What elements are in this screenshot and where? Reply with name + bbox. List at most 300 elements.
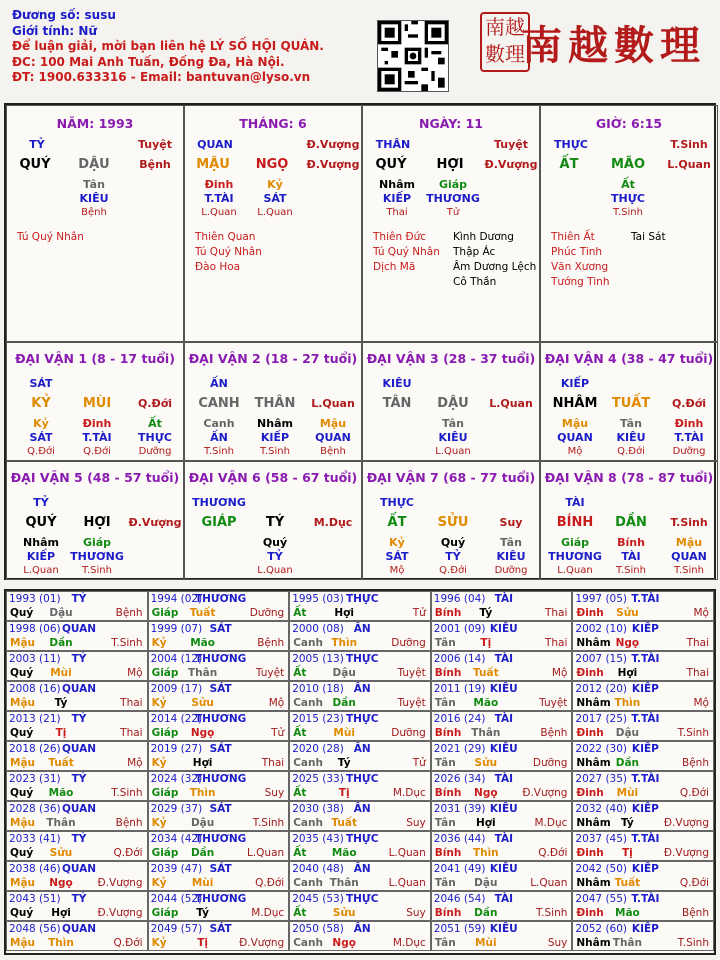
year-star: THƯƠNG <box>194 593 247 605</box>
year-life-stage: Thai <box>120 697 143 709</box>
dai-van-title: ĐẠI VẬN 8 (78 - 87 tuổi) <box>544 470 714 485</box>
year-life-stage: Bệnh <box>682 757 709 769</box>
year-cell[interactable] <box>289 681 431 711</box>
dai-van-hidden-star: SÁT <box>29 431 53 444</box>
year-cell[interactable] <box>289 921 431 951</box>
pillar-hidden-stage: T.Sinh <box>613 207 643 218</box>
year-cell[interactable] <box>289 651 431 681</box>
dai-van-hidden-stage: T.Sinh <box>260 446 290 457</box>
year-cell[interactable] <box>572 651 714 681</box>
year-label: 2039 (47) <box>150 863 203 875</box>
pillar-hidden-stem: Đinh <box>204 178 234 191</box>
year-star: TỶ <box>71 773 87 785</box>
year-star: THỰC <box>345 593 379 605</box>
pillar-cell[interactable] <box>362 105 540 342</box>
year-life-stage: Tuyệt <box>255 667 285 679</box>
year-chi: Sửu <box>474 757 498 769</box>
year-label: 2034 (42) <box>150 833 203 845</box>
year-star: THỰC <box>345 833 379 845</box>
year-can: Nhâm <box>576 877 611 889</box>
pillar-special-star: Phúc Tinh <box>551 246 603 258</box>
pillar-hidden-stage: Thai <box>386 207 408 218</box>
year-cell[interactable] <box>572 621 714 651</box>
year-chi: Mão <box>331 847 357 859</box>
year-cell[interactable] <box>431 711 573 741</box>
dai-van-hidden-stem: Tân <box>500 536 522 549</box>
seal-stamp: 南越 數理 <box>480 12 530 72</box>
year-star: KIÊU <box>489 803 518 815</box>
pillar-can: MẬU <box>196 157 230 172</box>
year-cell[interactable] <box>148 891 290 921</box>
dai-van-cell[interactable] <box>540 342 718 461</box>
year-life-stage: Dưỡng <box>532 757 568 769</box>
year-label: 2019 (27) <box>150 743 203 755</box>
year-can: Tân <box>434 757 456 769</box>
year-life-stage: Suy <box>406 817 426 829</box>
pillar-hidden-star: SÁT <box>263 192 287 205</box>
year-chi: Tý <box>621 817 634 829</box>
pillar-chi: NGỌ <box>255 157 289 172</box>
year-cell[interactable] <box>431 801 573 831</box>
year-cell[interactable] <box>572 921 714 951</box>
dai-van-chi: HỢI <box>83 515 111 530</box>
year-cell[interactable] <box>6 741 148 771</box>
year-cell[interactable] <box>431 891 573 921</box>
year-cell[interactable] <box>289 771 431 801</box>
dai-van-title: ĐẠI VẬN 7 (68 - 77 tuổi) <box>366 470 536 485</box>
year-star: THỰC <box>345 893 379 905</box>
year-label: 2044 (52) <box>150 893 203 905</box>
year-can: Mậu <box>10 697 36 709</box>
dai-van-hidden-stem: Tân <box>442 417 464 430</box>
year-life-stage: Dưỡng <box>391 727 426 739</box>
year-life-stage: Thai <box>686 637 709 649</box>
dai-van-cell[interactable] <box>6 342 184 461</box>
dai-van-hidden-stage: T.Sinh <box>82 565 112 576</box>
year-label: 2018 (26) <box>9 743 61 755</box>
year-label: 1999 (07) <box>150 623 203 635</box>
dai-van-hidden-stage: Q.Đới <box>439 565 467 576</box>
year-chi: Hợi <box>475 817 496 829</box>
year-life-stage: Bệnh <box>115 817 143 829</box>
year-cell[interactable] <box>148 651 290 681</box>
year-star: KIẾP <box>631 743 659 755</box>
year-chi: Tị <box>480 637 492 649</box>
year-life-stage: Q.Đới <box>679 877 709 889</box>
pillar-special-star-2: Tai Sát <box>631 231 666 243</box>
year-label: 1996 (04) <box>433 593 486 605</box>
pillar-can: QUÝ <box>19 157 51 172</box>
year-cell[interactable] <box>148 771 290 801</box>
year-star: TỶ <box>71 713 87 725</box>
year-cell[interactable] <box>6 891 148 921</box>
dai-van-cell[interactable] <box>184 342 362 461</box>
year-label: 2010 (18) <box>292 683 344 695</box>
dai-van-hidden-stage: Q.Đới <box>27 446 55 457</box>
dai-van-hidden-stage: Q.Đới <box>617 446 645 457</box>
year-cell[interactable] <box>289 591 431 621</box>
pillar-can: QUÝ <box>375 157 407 172</box>
pillar-special-star-2: Cô Thần <box>453 276 497 288</box>
dai-van-hidden-star: KIÊU <box>438 431 468 444</box>
year-label: 1994 (02) <box>150 593 203 605</box>
year-star: QUAN <box>61 803 97 815</box>
dai-van-life-stage: M.Dục <box>313 516 353 529</box>
year-star: TÀI <box>494 593 513 605</box>
pillar-top-star: THÂN <box>375 138 411 151</box>
year-chi: Mão <box>615 907 640 919</box>
year-life-stage: T.Sinh <box>535 907 568 919</box>
dai-van-hidden-stage: L.Quan <box>257 565 293 576</box>
year-label: 2012 (20) <box>575 683 628 695</box>
year-cell[interactable] <box>6 831 148 861</box>
address-line: ĐC: 100 Mai Anh Tuấn, Đống Đa, Hà Nội. <box>12 54 285 69</box>
pillar-cell[interactable] <box>6 105 184 342</box>
dai-van-hidden-stage: T.Sinh <box>674 565 704 576</box>
year-chi: Thân <box>471 727 501 739</box>
year-chi: Thân <box>612 937 642 949</box>
year-can: Tân <box>434 877 456 889</box>
pillar-special-star-2: Âm Dương Lệch <box>453 261 537 273</box>
dai-van-can: ẤT <box>387 515 407 530</box>
year-cell[interactable] <box>289 831 431 861</box>
year-life-stage: M.Dục <box>392 787 426 799</box>
year-cell[interactable] <box>431 921 573 951</box>
year-star: TÀI <box>494 773 513 785</box>
year-life-stage: Tử <box>412 607 426 619</box>
year-cell[interactable] <box>572 801 714 831</box>
year-can: Tân <box>434 937 456 949</box>
year-chi: Ngọ <box>49 877 73 889</box>
year-cell[interactable] <box>572 831 714 861</box>
dai-van-life-stage: L.Quan <box>311 397 355 410</box>
year-can: Nhâm <box>576 637 611 649</box>
year-chi: Dậu <box>474 877 498 889</box>
year-cell[interactable] <box>6 921 148 951</box>
dai-van-can: CANH <box>198 396 240 411</box>
dai-van-chi: SỬU <box>437 515 469 530</box>
year-cell[interactable] <box>431 651 573 681</box>
year-chi: Dậu <box>332 667 356 679</box>
year-label: 2045 (53) <box>292 893 344 905</box>
year-life-stage: T.Sinh <box>677 937 709 949</box>
year-label: 2042 (50) <box>575 863 628 875</box>
dai-van-hidden-stem: Kỷ <box>389 536 405 549</box>
pillar-hidden-stem: Giáp <box>438 178 468 191</box>
year-chi: Sửu <box>191 697 214 709</box>
year-star: QUAN <box>61 923 97 935</box>
contact-line: Để luận giải, mời bạn liên hệ LÝ SỐ HỘI QUÁN. <box>12 39 324 53</box>
year-life-stage: L.Quan <box>246 847 285 859</box>
dai-van-hidden-stem: Giáp <box>560 536 590 549</box>
year-cell[interactable] <box>148 711 290 741</box>
year-can: Bính <box>434 727 462 739</box>
year-can: Bính <box>434 847 462 859</box>
year-label: 2025 (33) <box>292 773 344 785</box>
year-can: Đinh <box>576 607 604 619</box>
year-life-stage: Đ.Vượng <box>239 937 285 949</box>
dai-van-title: ĐẠI VẬN 2 (18 - 27 tuổi) <box>188 351 358 366</box>
year-can: Canh <box>293 817 323 829</box>
year-label: 2009 (17) <box>150 683 203 695</box>
year-cell[interactable] <box>572 771 714 801</box>
year-cell[interactable] <box>289 621 431 651</box>
year-life-stage: Đ.Vượng <box>522 787 568 799</box>
year-cell[interactable] <box>431 591 573 621</box>
year-chi: Ngọ <box>474 787 498 799</box>
year-can: Mậu <box>10 637 36 649</box>
pillar-special-star: Tú Quý Nhân <box>373 246 440 258</box>
year-cell[interactable] <box>148 921 290 951</box>
year-life-stage: Dưỡng <box>249 607 285 619</box>
year-star: KIÊU <box>489 743 518 755</box>
dai-van-cell[interactable] <box>184 461 362 580</box>
pillar-hidden-stem: Nhâm <box>379 178 415 191</box>
year-star: THƯƠNG <box>194 713 247 725</box>
year-cell[interactable] <box>6 591 148 621</box>
year-can: Quý <box>10 727 34 739</box>
year-cell[interactable] <box>6 681 148 711</box>
year-label: 2036 (44) <box>433 833 486 845</box>
year-cell[interactable] <box>431 831 573 861</box>
pillar-top-star: QUAN <box>197 138 233 151</box>
year-cell[interactable] <box>148 741 290 771</box>
year-chi: Thìn <box>48 937 74 949</box>
dai-van-hidden-stem: Quý <box>262 536 288 549</box>
pillar-title: GIỜ: 6:15 <box>595 116 663 131</box>
year-label: 2002 (10) <box>575 623 628 635</box>
year-chi: Mùi <box>333 727 355 739</box>
year-label: 2030 (38) <box>292 803 344 815</box>
year-can: Kỷ <box>151 817 167 829</box>
year-can: Mậu <box>10 877 36 889</box>
dai-van-cell[interactable] <box>540 461 718 580</box>
dai-van-can: GIÁP <box>201 515 237 530</box>
year-chi: Ngọ <box>190 727 215 739</box>
year-chi: Mùi <box>616 787 639 799</box>
dai-van-hidden-stage: Dưỡng <box>672 446 706 457</box>
year-cell[interactable] <box>148 681 290 711</box>
dai-van-cell[interactable] <box>362 461 540 580</box>
pillar-cell[interactable] <box>540 105 718 342</box>
year-cell[interactable] <box>289 711 431 741</box>
dai-van-top-star: TỶ <box>33 496 49 509</box>
year-cell[interactable] <box>431 771 573 801</box>
dai-van-hidden-stage: L.Quan <box>23 565 59 576</box>
year-can: Canh <box>293 937 323 949</box>
year-can: Quý <box>10 787 34 799</box>
year-cell[interactable] <box>431 681 573 711</box>
year-can: Ất <box>293 787 307 799</box>
year-can: Bính <box>434 667 462 679</box>
year-label: 1993 (01) <box>9 593 61 605</box>
year-can: Canh <box>293 877 323 889</box>
dai-van-top-star: SÁT <box>29 377 53 390</box>
year-star: THƯƠNG <box>194 893 247 905</box>
pillar-chi: DẬU <box>78 157 110 172</box>
year-cell[interactable] <box>6 861 148 891</box>
dai-van-hidden-stage: Dưỡng <box>138 446 172 457</box>
dai-van-cell[interactable] <box>6 461 184 580</box>
year-life-stage: Q.Đới <box>113 847 143 859</box>
pillar-life-stage: Tuyệt <box>137 138 173 151</box>
dai-van-hidden-stage: T.Sinh <box>616 565 646 576</box>
year-star: SÁT <box>209 923 232 935</box>
dai-van-life-stage: T.Sinh <box>670 516 708 529</box>
year-star: T.TÀI <box>631 833 660 845</box>
dai-van-life-stage: L.Quan <box>489 397 533 410</box>
year-can: Bính <box>434 907 462 919</box>
chart-grid <box>4 103 716 580</box>
year-chi: Thân <box>187 667 218 679</box>
pillar-special-star: Dịch Mã <box>373 261 416 273</box>
year-cell[interactable] <box>6 711 148 741</box>
year-cell[interactable] <box>431 621 573 651</box>
dai-van-hidden-stem: Nhâm <box>257 417 293 430</box>
year-star: SÁT <box>209 803 232 815</box>
year-chi: Tuất <box>189 607 216 619</box>
dai-van-cell[interactable] <box>362 342 540 461</box>
pillar-life-stage-2: L.Quan <box>667 158 711 171</box>
dai-van-can: NHÂM <box>552 396 598 411</box>
year-life-stage: Bệnh <box>115 607 143 619</box>
pillar-special-star: Tú Quý Nhân <box>17 231 84 243</box>
year-cell[interactable] <box>289 801 431 831</box>
year-life-stage: M.Dục <box>392 937 426 949</box>
dai-van-hidden-stage: Q.Đới <box>83 446 111 457</box>
year-chi: Thìn <box>614 697 641 709</box>
year-can: Mậu <box>10 937 36 949</box>
year-can: Giáp <box>151 907 179 919</box>
header <box>0 0 720 100</box>
year-cell[interactable] <box>148 591 290 621</box>
year-life-stage: Suy <box>406 907 426 919</box>
year-can: Quý <box>10 607 34 619</box>
year-star: THỰC <box>345 773 379 785</box>
pillar-special-star: Tướng Tinh <box>551 276 610 288</box>
year-can: Ất <box>293 847 307 859</box>
year-cell[interactable] <box>148 831 290 861</box>
year-star: TỶ <box>71 593 87 605</box>
year-cell[interactable] <box>289 891 431 921</box>
year-cell[interactable] <box>6 621 148 651</box>
year-star: QUAN <box>61 863 97 875</box>
dai-van-can: KỶ <box>31 396 51 411</box>
dai-van-can: QUÝ <box>25 515 57 530</box>
year-cell[interactable] <box>6 651 148 681</box>
dai-van-chi: THÂN <box>254 396 296 411</box>
qr-code-icon[interactable] <box>377 20 449 92</box>
dai-van-hidden-stage: Bệnh <box>320 446 346 457</box>
year-label: 2046 (54) <box>433 893 486 905</box>
pillar-special-star: Thiên Đức <box>373 231 427 243</box>
year-cell[interactable] <box>431 861 573 891</box>
dai-van-life-stage: Suy <box>499 516 523 529</box>
year-cell[interactable] <box>572 861 714 891</box>
year-label: 2033 (41) <box>9 833 61 845</box>
pillar-hidden-stem: Tân <box>83 178 105 191</box>
year-cell[interactable] <box>6 771 148 801</box>
year-label: 2029 (37) <box>150 803 203 815</box>
year-cell[interactable] <box>6 801 148 831</box>
year-cell[interactable] <box>289 741 431 771</box>
dai-van-top-star: THƯƠNG <box>192 496 246 509</box>
year-star: QUAN <box>61 683 97 695</box>
year-chi: Hợi <box>334 607 354 619</box>
pillar-hidden-star: THƯƠNG <box>426 192 480 205</box>
year-can: Tân <box>434 697 456 709</box>
year-cell[interactable] <box>572 711 714 741</box>
year-life-stage: Tuyệt <box>397 697 426 709</box>
year-chi: Tý <box>54 697 68 709</box>
dai-van-title: ĐẠI VẬN 1 (8 - 17 tuổi) <box>15 351 175 366</box>
year-cell[interactable] <box>148 861 290 891</box>
year-cell[interactable] <box>148 801 290 831</box>
gender: Giới tính: Nữ <box>12 23 97 38</box>
year-life-stage: Q.Đới <box>538 847 568 859</box>
year-life-stage: Mộ <box>551 667 568 679</box>
year-chi: Hợi <box>617 667 638 679</box>
year-chi: Mùi <box>475 937 497 949</box>
year-label: 2032 (40) <box>575 803 628 815</box>
year-chi: Tị <box>55 727 67 739</box>
year-chi: Thìn <box>472 847 499 859</box>
dai-van-hidden-star: KIẾP <box>260 431 290 444</box>
year-chi: Tý <box>196 907 209 919</box>
dai-van-hidden-stem: Đinh <box>674 417 704 430</box>
year-can: Ất <box>293 907 307 919</box>
dai-van-hidden-stem: Quý <box>440 536 466 549</box>
year-chi: Tuất <box>614 877 641 889</box>
dai-van-title: ĐẠI VẬN 5 (48 - 57 tuổi) <box>10 470 180 485</box>
year-can: Tân <box>434 817 456 829</box>
year-star: THƯƠNG <box>194 833 247 845</box>
pillar-cell[interactable] <box>184 105 362 342</box>
pillar-special-star: Văn Xương <box>551 261 609 273</box>
year-star: QUAN <box>61 743 97 755</box>
year-life-stage: Thai <box>544 637 568 649</box>
year-label: 2011 (19) <box>433 683 486 695</box>
year-cell[interactable] <box>148 621 290 651</box>
year-label: 2043 (51) <box>9 893 61 905</box>
dai-van-chi: DẦN <box>615 515 647 530</box>
year-can: Tân <box>434 637 456 649</box>
year-can: Giáp <box>151 607 179 619</box>
year-label: 2003 (11) <box>9 653 61 665</box>
year-life-stage: Thai <box>544 607 568 619</box>
year-life-stage: Đ.Vượng <box>97 877 143 889</box>
dai-van-hidden-star: THỰC <box>138 431 172 444</box>
year-cell[interactable] <box>572 591 714 621</box>
dai-van-hidden-star: THƯƠNG <box>70 550 124 563</box>
year-label: 2037 (45) <box>575 833 628 845</box>
year-cell[interactable] <box>572 891 714 921</box>
year-star: KIÊU <box>489 683 518 695</box>
year-can: Bính <box>434 787 462 799</box>
year-life-stage: Thai <box>686 667 709 679</box>
dai-van-hidden-stage: Mộ <box>389 565 405 576</box>
pillar-hidden-star: KIÊU <box>79 192 109 205</box>
year-cell[interactable] <box>572 741 714 771</box>
year-can: Canh <box>293 697 323 709</box>
dai-van-hidden-stage: L.Quan <box>557 565 593 576</box>
year-life-stage: Đ.Vượng <box>97 907 143 919</box>
year-cell[interactable] <box>431 741 573 771</box>
year-cell[interactable] <box>289 861 431 891</box>
year-chi: Tuất <box>48 757 74 769</box>
year-cell[interactable] <box>572 681 714 711</box>
year-can: Đinh <box>576 847 604 859</box>
